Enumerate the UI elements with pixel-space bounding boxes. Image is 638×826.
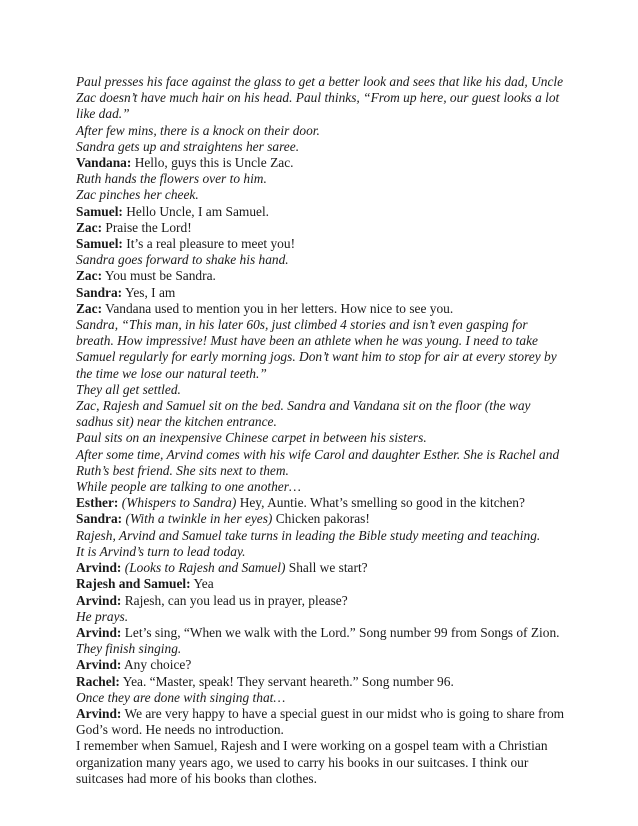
dialogue-line: [76, 495, 566, 511]
speaker-name: Zac:: [76, 219, 103, 235]
dialogue-line: [76, 576, 566, 592]
speaker-name: Samuel:: [76, 236, 123, 252]
speaker-name: Arvind:: [76, 657, 122, 673]
inline-direction: (Looks to Rajesh and Samuel): [124, 560, 286, 576]
speaker-name: Arvind:: [76, 624, 122, 640]
dialogue-text: Yea: [193, 576, 214, 592]
dialogue-text: You must be Sandra.: [104, 268, 216, 284]
dialogue-line: [76, 155, 566, 171]
dialogue-text: Let’s sing, “When we walk with the Lord.” Song number 99 from Songs of Zion.: [124, 624, 560, 640]
narration-paragraph: I remember when Samuel, Rajesh and I were working on a gospel team with a Christian organization many years ago, we used to carry his books in our suitcases. I think our suitcases had more of his books than clothes.: [76, 738, 548, 786]
dialogue-text: Yea. “Master, speak! They servant heareth.” Song number 96.: [122, 673, 454, 689]
stage-direction: Zac, Rajesh and Samuel sit on the bed. Sandra and Vandana sit on the floor (the way sadhus sit) near the kitchen entrance.: [76, 398, 531, 430]
stage-direction: They finish singing.: [76, 641, 182, 657]
dialogue-text: Vandana used to mention you in her letters. How nice to see you.: [105, 300, 454, 316]
stage-direction: While people are talking to one another…: [76, 479, 301, 495]
stage-direction: After few mins, there is a knock on their door.: [76, 122, 320, 138]
stage-direction: Sandra goes forward to shake his hand.: [76, 252, 289, 268]
dialogue-text: Hello, guys this is Uncle Zac.: [134, 155, 294, 171]
dialogue-line: [76, 593, 566, 609]
stage-direction: Once they are done with singing that…: [76, 689, 286, 705]
stage-direction: Sandra gets up and straightens her saree.: [76, 138, 300, 154]
dialogue-line: [76, 220, 566, 236]
dialogue-text: Rajesh, can you lead us in prayer, please?: [124, 592, 348, 608]
speaker-name: Rachel:: [76, 673, 120, 689]
speaker-name: Vandana:: [76, 155, 132, 171]
speaker-name: Arvind:: [76, 592, 122, 608]
speaker-name: Rajesh and Samuel:: [76, 576, 191, 592]
dialogue-text: Shall we start?: [288, 560, 368, 576]
script-page: [76, 74, 566, 787]
dialogue-line: [76, 657, 566, 673]
inline-direction: (With a twinkle in her eyes): [125, 511, 273, 527]
stage-direction: It is Arvind’s turn to lead today.: [76, 543, 246, 559]
stage-direction: He prays.: [76, 608, 129, 624]
dialogue-line: [76, 625, 566, 641]
dialogue-text: Yes, I am: [125, 284, 176, 300]
dialogue-line: [76, 204, 566, 220]
dialogue-line: [76, 268, 566, 284]
speaker-name: Arvind:: [76, 560, 122, 576]
speaker-name: Zac:: [76, 300, 103, 316]
speaker-name: Zac:: [76, 268, 103, 284]
dialogue-line: [76, 285, 566, 301]
stage-direction: Paul sits on an inexpensive Chinese carpet in between his sisters.: [76, 430, 427, 446]
speaker-name: Sandra:: [76, 511, 123, 527]
dialogue-text: Chicken pakoras!: [275, 511, 370, 527]
speaker-name: Esther:: [76, 495, 119, 511]
dialogue-line: [76, 674, 566, 690]
dialogue-line: [76, 236, 566, 252]
dialogue-line: [76, 301, 566, 317]
speaker-name: Sandra:: [76, 284, 123, 300]
speaker-name: Arvind:: [76, 705, 122, 721]
dialogue-line: [76, 511, 566, 527]
dialogue-line: [76, 706, 566, 738]
dialogue-line: [76, 560, 566, 576]
dialogue-text: We are very happy to have a special guest in our midst who is going to share from God’s word. He needs no introduction.: [76, 705, 565, 738]
stage-direction: Rajesh, Arvind and Samuel take turns in leading the Bible study meeting and teaching.: [76, 527, 541, 543]
stage-direction: Ruth hands the flowers over to him.: [76, 171, 267, 187]
stage-direction: Sandra, “This man, in his later 60s, just climbed 4 stories and isn’t even gasping for breath. How impressive! Must have been an athlete when he was young. I need to take Samuel regularly for early morning jogs. Don’t want him to stop for air at every storey by the time we lose our natural teeth.”: [76, 317, 557, 381]
stage-direction: They all get settled.: [76, 381, 181, 397]
dialogue-text: Hello Uncle, I am Samuel.: [126, 203, 270, 219]
stage-direction: Zac pinches her cheek.: [76, 187, 199, 203]
dialogue-text: Hey, Auntie. What’s smelling so good in the kitchen?: [239, 495, 525, 511]
dialogue-text: Praise the Lord!: [105, 219, 192, 235]
dialogue-text: Any choice?: [124, 657, 192, 673]
speaker-name: Samuel:: [76, 203, 123, 219]
stage-direction: Paul presses his face against the glass to get a better look and sees that like his dad, Uncle Zac doesn’t have much hair on his head. Paul thinks, “From up here, our guest looks a lot like dad.”: [76, 74, 564, 122]
stage-direction: After some time, Arvind comes with his wife Carol and daughter Esther. She is Rachel and Ruth’s best friend. She sits next to them.: [76, 446, 560, 478]
dialogue-text: It’s a real pleasure to meet you!: [126, 236, 296, 252]
inline-direction: (Whispers to Sandra): [121, 495, 237, 511]
